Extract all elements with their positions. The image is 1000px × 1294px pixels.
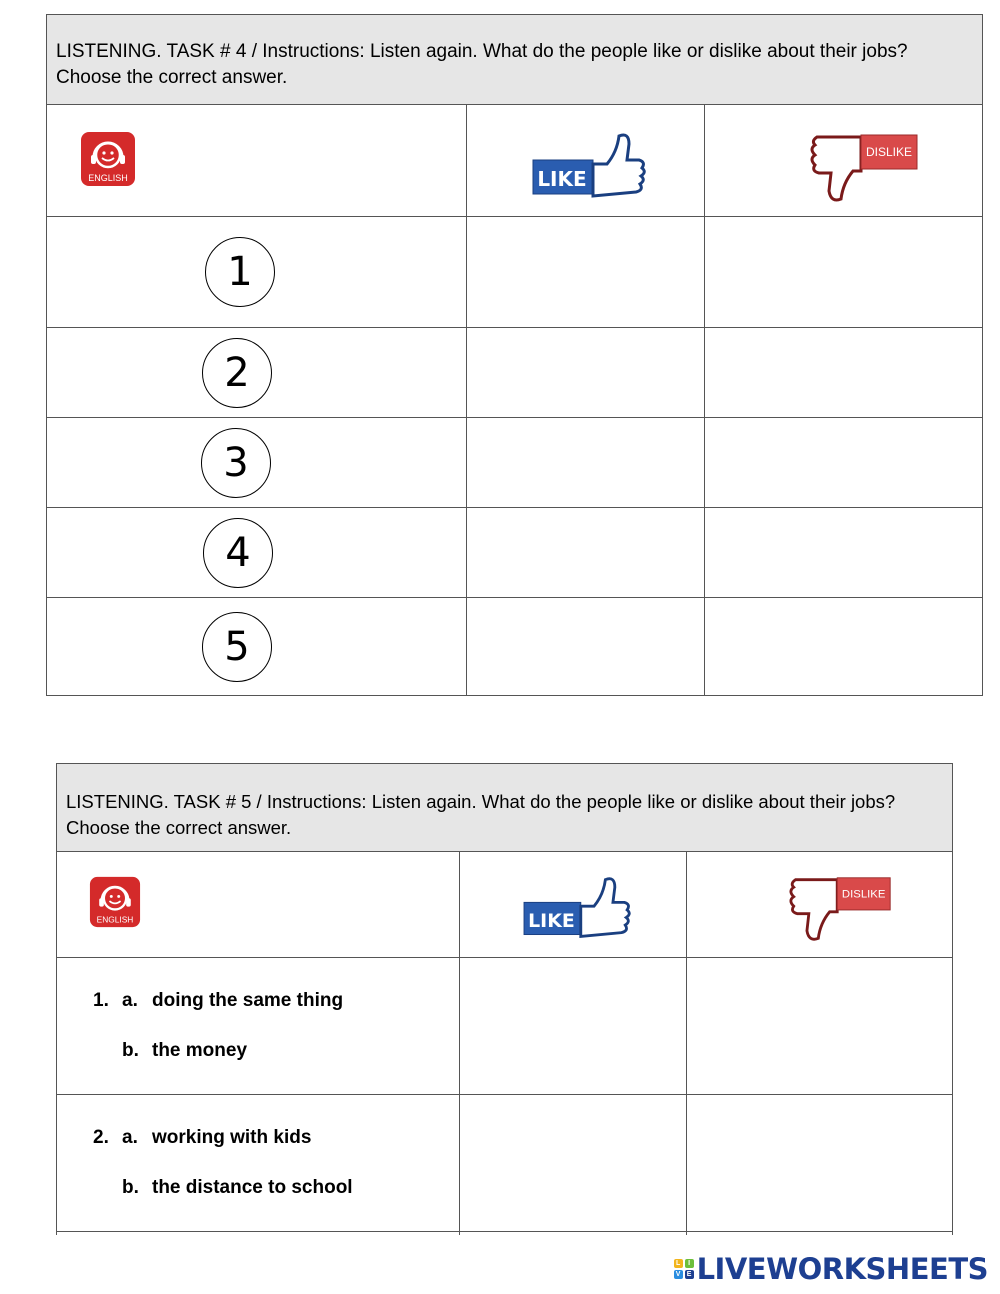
headphones-smiley-icon [80, 131, 136, 187]
task5-item-2-dislike-cell[interactable] [687, 1095, 953, 1232]
task4-header-english [47, 105, 467, 217]
item-number: 2. [93, 1127, 109, 1148]
option-letter: a. [122, 990, 138, 1011]
task4-header-like [467, 105, 705, 217]
option-text: working with kids [152, 1127, 312, 1148]
task5-item-1-option-b [57, 1026, 459, 1076]
liveworksheets-logo[interactable] [674, 1252, 988, 1286]
item-number: 1. [93, 990, 109, 1011]
task4-row-1-like-cell[interactable] [467, 217, 705, 328]
task4-row-3-like-cell[interactable] [467, 418, 705, 508]
thumbs-down-icon [809, 131, 921, 205]
task4-header-dislike [705, 105, 983, 217]
task4-instructions: LISTENING. TASK # 4 / Instructions: Listen again. What do the people like or dislike about their jobs? Choose the correct answer. [47, 15, 983, 105]
task5-row-partial [57, 1232, 460, 1236]
task4-row-4-dislike-cell[interactable] [705, 508, 983, 598]
task4-row-5-number-cell [47, 598, 467, 696]
task5-item-2-option-b [57, 1163, 459, 1213]
task5-item-2-cell [57, 1095, 460, 1232]
task5-item-2-option-a [57, 1113, 459, 1163]
task4-row-3-number-cell [47, 418, 467, 508]
task4-row-1-dislike-cell[interactable] [705, 217, 983, 328]
task4-row-3-dislike-cell[interactable] [705, 418, 983, 508]
number-circle: 5 [202, 612, 272, 682]
thumbs-up-icon [521, 874, 633, 944]
option-letter: b. [122, 1040, 139, 1061]
task4-row-2-like-cell[interactable] [467, 328, 705, 418]
thumbs-up-icon [531, 130, 647, 204]
brand-name: LIVEWORKSHEETS [696, 1252, 988, 1286]
task4-row-5-dislike-cell[interactable] [705, 598, 983, 696]
number-circle: 3 [201, 428, 271, 498]
number-circle: 4 [203, 518, 273, 588]
option-text: doing the same thing [152, 990, 344, 1011]
dislike-label: DISLIKE [841, 888, 886, 901]
task5-header-dislike [687, 852, 953, 958]
task5-header-like [460, 852, 687, 958]
headphones-smiley-icon [89, 876, 141, 928]
dislike-label: DISLIKE [865, 145, 913, 159]
option-letter: a. [122, 1127, 138, 1148]
task5-item-1-cell [57, 958, 460, 1095]
task5-item-2-like-cell[interactable] [460, 1095, 687, 1232]
option-text: the distance to school [152, 1177, 353, 1198]
task5-item-1-dislike-cell[interactable] [687, 958, 953, 1095]
task5-clip [56, 763, 956, 1235]
task4-row-1-number-cell [47, 217, 467, 328]
number-circle: 2 [202, 338, 272, 408]
task5-row-partial-like[interactable] [460, 1232, 687, 1236]
task5-item-1-option-a [57, 976, 459, 1026]
thumbs-down-icon [787, 874, 895, 944]
task4-row-5-like-cell[interactable] [467, 598, 705, 696]
task4-table [46, 14, 983, 696]
task5-row-partial-dislike[interactable] [687, 1232, 953, 1236]
like-label: LIKE [528, 909, 575, 932]
task5-header-english [57, 852, 460, 958]
liveworksheets-grid-icon: L I V E [674, 1259, 694, 1279]
task5-item-1-like-cell[interactable] [460, 958, 687, 1095]
english-label: ENGLISH [88, 173, 128, 183]
task4-row-2-dislike-cell[interactable] [705, 328, 983, 418]
number-circle: 1 [205, 237, 275, 307]
task4-row-2-number-cell [47, 328, 467, 418]
task5-instructions: LISTENING. TASK # 5 / Instructions: Listen again. What do the people like or dislike about their jobs? Choose the correct answer. [57, 764, 953, 852]
task5-table [56, 763, 953, 1235]
task4-row-4-like-cell[interactable] [467, 508, 705, 598]
task4-row-4-number-cell [47, 508, 467, 598]
option-text: the money [152, 1040, 248, 1061]
option-letter: b. [122, 1177, 139, 1198]
english-label: ENGLISH [96, 914, 134, 925]
like-label: LIKE [537, 167, 587, 191]
